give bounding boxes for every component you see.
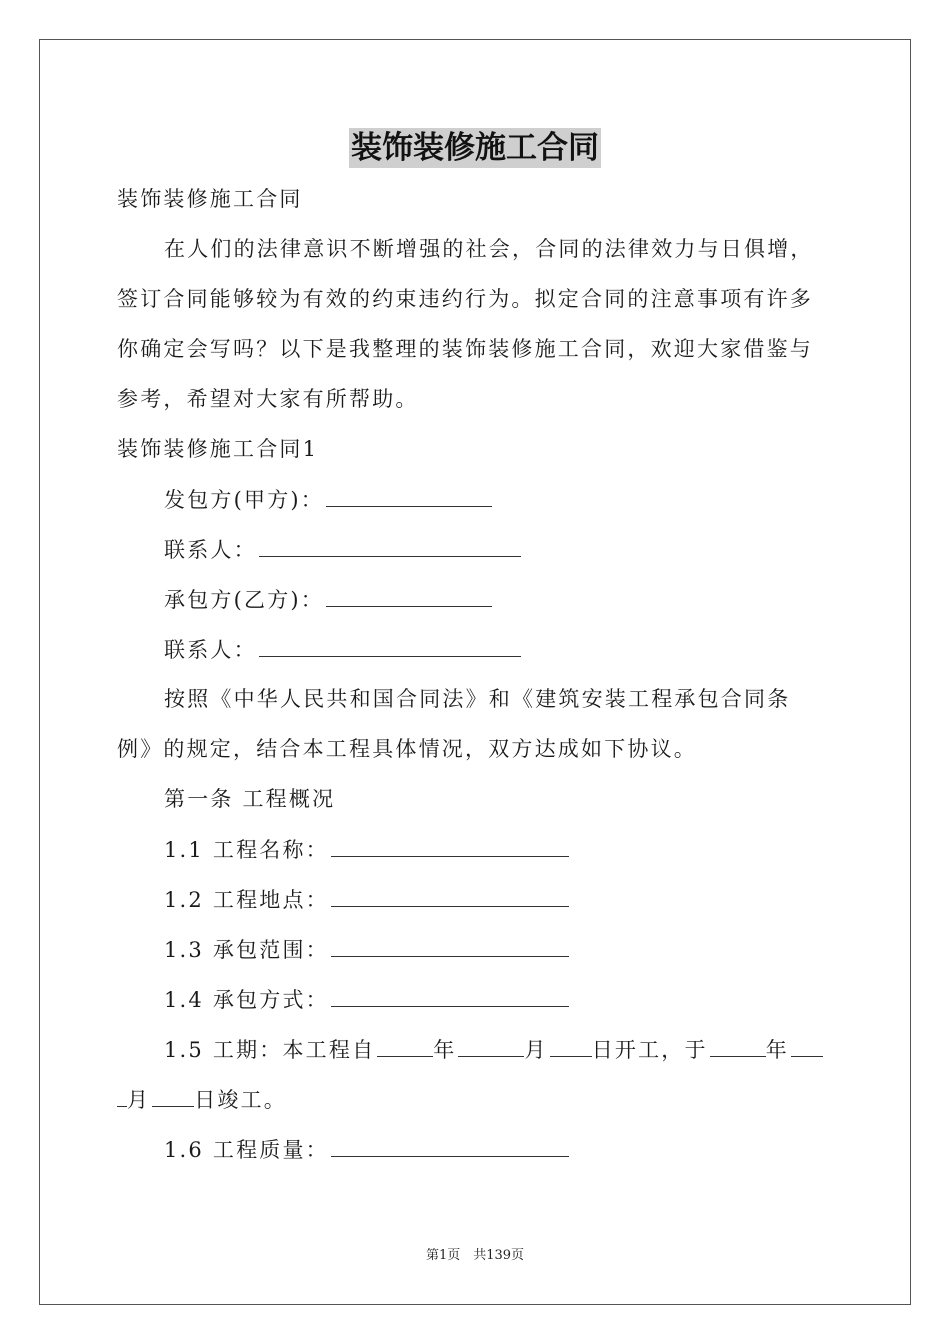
party-a-row — [164, 486, 492, 513]
intro-line-1: 在人们的法律意识不断增强的社会，合同的法律效力与日俱增， — [164, 237, 814, 261]
item-1-3-label: 1.3 承包范围： — [164, 938, 329, 962]
contact-row-2 — [164, 636, 521, 663]
contract-method-blank[interactable] — [331, 986, 569, 1007]
start-month-label: 月 — [524, 1038, 548, 1062]
end-month-label: 月 — [127, 1088, 151, 1112]
document-subtitle: 装饰装修施工合同 — [117, 187, 303, 211]
item-1-1-row — [164, 836, 569, 863]
end-year-label: 年 — [765, 1038, 789, 1062]
document-title: 装饰装修施工合同 — [351, 130, 599, 166]
party-a-label: 发包方(甲方)： — [164, 488, 324, 512]
end-year-blank[interactable] — [710, 1036, 766, 1057]
contact-blank-1[interactable] — [259, 536, 521, 557]
start-year-label: 年 — [433, 1038, 457, 1062]
party-b-label: 承包方(乙方)： — [164, 588, 324, 612]
item-1-1-label: 1.1 工程名称： — [164, 838, 329, 862]
article-1-heading: 第一条 工程概况 — [164, 787, 336, 811]
item-1-4-label: 1.4 承包方式： — [164, 988, 329, 1012]
item-1-6-label: 1.6 工程质量： — [164, 1138, 329, 1162]
project-quality-blank[interactable] — [331, 1136, 569, 1157]
item-1-2-label: 1.2 工程地点： — [164, 888, 329, 912]
contact-blank-2[interactable] — [259, 636, 521, 657]
page-number-footer: 第1页 共139页 — [425, 1248, 525, 1263]
item-1-5-continuation — [117, 1086, 287, 1113]
basis-line-2: 例》的规定，结合本工程具体情况，双方达成如下协议。 — [117, 737, 697, 761]
end-month-blank-part-2[interactable] — [117, 1086, 127, 1107]
intro-line-4: 参考，希望对大家有所帮助。 — [117, 387, 419, 411]
party-a-blank[interactable] — [326, 486, 492, 507]
contract-scope-blank[interactable] — [331, 936, 569, 957]
start-day-label: 日开工，于 — [591, 1038, 708, 1062]
start-day-blank[interactable] — [550, 1036, 592, 1057]
end-month-blank-part-1[interactable] — [791, 1036, 823, 1057]
end-day-label: 日竣工。 — [194, 1088, 288, 1112]
intro-line-3: 你确定会写吗？以下是我整理的装饰装修施工合同，欢迎大家借鉴与 — [117, 337, 813, 361]
item-1-5-row — [164, 1036, 823, 1063]
contact-row-1 — [164, 536, 521, 563]
party-b-blank[interactable] — [326, 586, 492, 607]
end-day-blank[interactable] — [152, 1086, 194, 1107]
item-1-5-label: 1.5 工期：本工程自 — [164, 1038, 376, 1062]
contact-label-2: 联系人： — [164, 638, 257, 662]
project-location-blank[interactable] — [331, 886, 569, 907]
start-year-blank[interactable] — [377, 1036, 433, 1057]
item-1-4-row — [164, 986, 569, 1013]
contact-label-1: 联系人： — [164, 538, 257, 562]
start-month-blank[interactable] — [458, 1036, 524, 1057]
intro-line-2: 签订合同能够较为有效的约束违约行为。拟定合同的注意事项有许多 — [117, 287, 813, 311]
project-name-blank[interactable] — [331, 836, 569, 857]
party-b-row — [164, 586, 492, 613]
item-1-2-row — [164, 886, 569, 913]
item-1-3-row — [164, 936, 569, 963]
title-container — [0, 128, 950, 168]
section-heading: 装饰装修施工合同1 — [117, 437, 319, 461]
basis-line-1: 按照《中华人民共和国合同法》和《建筑安装工程承包合同条 — [164, 687, 791, 711]
page-border — [39, 39, 911, 1305]
item-1-6-row — [164, 1136, 569, 1163]
